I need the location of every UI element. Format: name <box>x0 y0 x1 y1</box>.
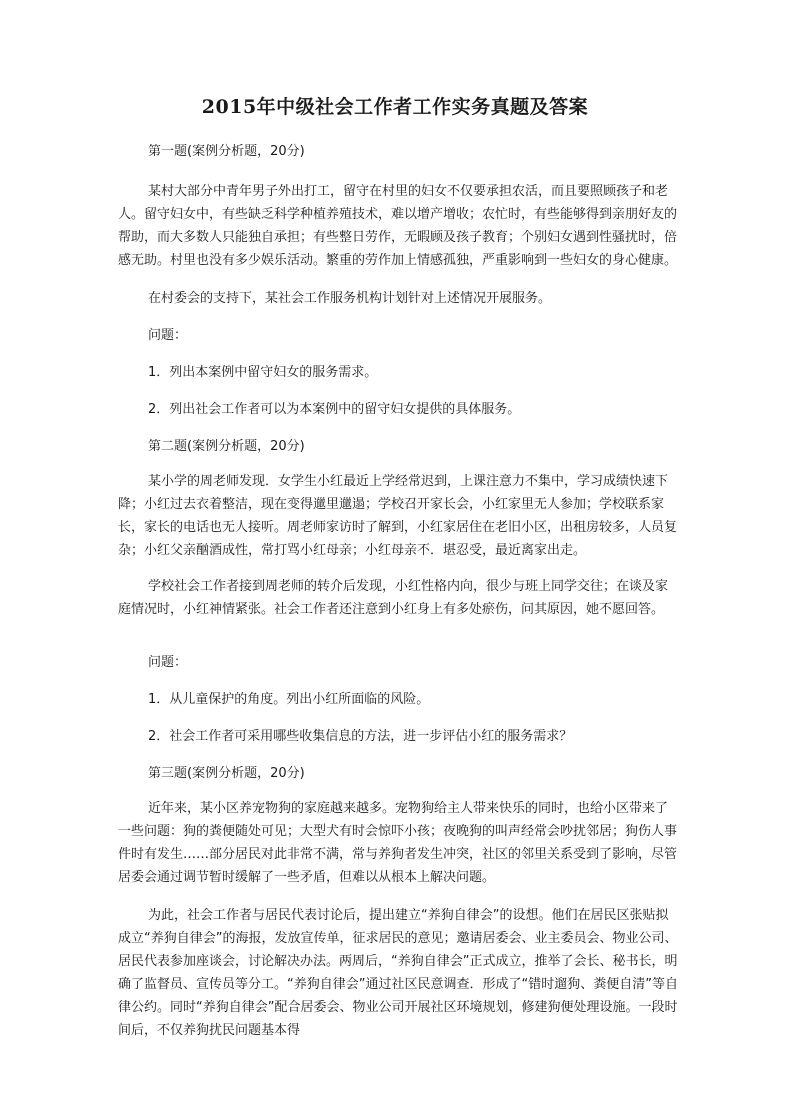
q2-question-item-1: 1．从儿童保护的角度。列出小红所面临的风险。 <box>148 692 430 707</box>
q3-paragraph-2: 为此，社会工作者与居民代表讨论后，提出建立“养狗自律会”的设想。他们在居民区张贴拟成立“养狗自律会”的海报，发放宣传单，征求居民的意见；邀请居委会、业主委员会、物业公司、居民代表参加座谈会，讨论解决办法。两周后，“养狗自律会”正式成立，推举了会长、秘书长，明确了监督员、宣传员等分工。“养狗自律会”通过社区民意调查．形成了“错时遛狗、粪便自清”等自律公约。同时“养狗自律会”配合居委会、物业公司开展社区环境规划，修建狗便处理设施。一段时间后，不仅养狗扰民问题基本得 <box>118 908 678 1038</box>
q1-question-item-1: 1．列出本案例中留守妇女的服务需求。 <box>148 365 378 380</box>
q2-heading: 第二题(案例分析题，20分) <box>148 439 305 454</box>
q1-paragraph-1: 某村大部分中青年男子外出打工，留守在村里的妇女不仅要承担农活，而且要照顾孩子和老人。留守妇女中，有些缺乏科学种植养殖技术，难以增产增收；农忙时，有些能够得到亲朋好友的帮助，而大多数人只能独自承担；有些整日劳作，无暇顾及孩子教育；个别妇女遇到性骚扰时，倍感无助。村里也没有多少娱乐活动。繁重的劳作加上情感孤独，严重影响到一些妇女的身心健康。 <box>118 184 678 268</box>
q1-question-item-2: 2．列出社会工作者可以为本案例中的留守妇女提供的具体服务。 <box>148 402 521 417</box>
q1-question-label: 问题： <box>148 328 188 343</box>
q3-heading: 第三题(案例分析题，20分) <box>148 766 305 781</box>
q1-heading: 第一题(案例分析题，20分) <box>148 144 305 159</box>
q3-paragraph-1: 近年来，某小区养宠物狗的家庭越来越多。宠物狗给主人带来快乐的同时，也给小区带来了一些问题：狗的粪便随处可见；大型犬有时会惊吓小孩；夜晚狗的叫声经常会吵扰邻居；狗伤人事件时有发生……部分居民对此非常不满，常与养狗者发生冲突，社区的邻里关系受到了影响，尽管居委会通过调节暂时缓解了一些矛盾，但难以从根本上解决问题。 <box>118 801 678 885</box>
q2-question-item-2: 2．社会工作者可采用哪些收集信息的方法，进一步评估小红的服务需求？ <box>148 729 573 744</box>
q1-paragraph-2: 在村委会的支持下，某社会工作服务机构计划针对上述情况开展服务。 <box>148 291 552 306</box>
document-title: 2015年中级社会工作者工作实务真题及答案 <box>201 96 589 118</box>
q2-question-label: 问题： <box>148 655 188 670</box>
q2-paragraph-2: 学校社会工作者接到周老师的转介后发现，小红性格内向，很少与班上同学交往；在谈及家庭情况时，小红神情紧张。社会工作者还注意到小红身上有多处瘀伤，问其原因，她不愿回答。 <box>118 579 669 617</box>
q2-paragraph-1: 某小学的周老师发现．女学生小红最近上学经常迟到，上课注意力不集中，学习成绩快速下降；小红过去衣着整洁，现在变得邋里邋遢；学校召开家长会，小红家里无人参加；学校联系家长，家长的电话也无人接听。周老师家访时了解到，小红家居住在老旧小区，出租房较多，人员复杂；小红父亲酗酒成性，常打骂小红母亲；小红母亲不．堪忍受，最近离家出走。 <box>118 474 678 558</box>
